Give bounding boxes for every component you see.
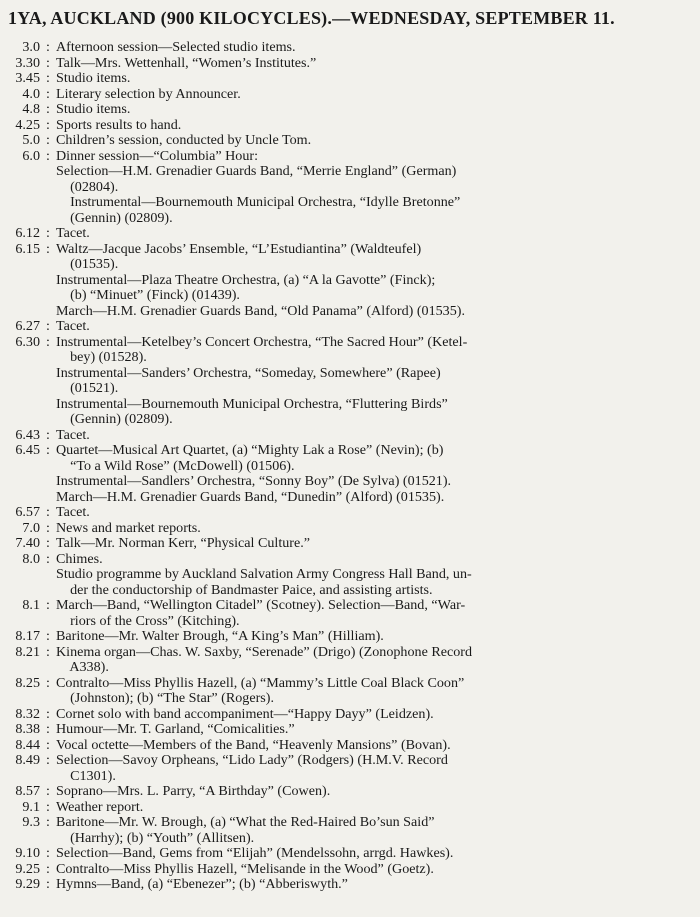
programme-entry bbox=[0, 645, 700, 676]
entry-line: Selection—Band, Gems from “Elijah” (Mendelssohn, arrgd. Hawkes). bbox=[56, 845, 454, 861]
entry-separator: : bbox=[46, 426, 50, 443]
entry-body bbox=[56, 56, 700, 72]
entry-line: Cornet solo with band accompaniment—“Happy Dayy” (Leidzen). bbox=[56, 705, 434, 722]
entry-body bbox=[56, 645, 700, 676]
entry-body bbox=[56, 133, 700, 149]
programme-entry bbox=[0, 118, 700, 134]
entry-line: (Harrhy); (b) “Youth” (Allitsen). bbox=[56, 829, 255, 846]
entry-separator: : bbox=[46, 752, 50, 768]
programme-entry bbox=[0, 521, 700, 537]
entry-body bbox=[56, 118, 700, 134]
programme-entry bbox=[0, 598, 700, 629]
entry-line: bey) (01528). bbox=[56, 349, 147, 365]
entry-line: Tacet. bbox=[56, 225, 90, 241]
entry-body bbox=[56, 87, 700, 103]
programme-entry bbox=[0, 505, 700, 521]
entry-body bbox=[56, 40, 700, 56]
entry-line: der the conductorship of Bandmaster Paice, and assisting artists. bbox=[56, 581, 433, 598]
programme-entry bbox=[0, 443, 700, 505]
entry-separator: : bbox=[46, 860, 50, 877]
entry-separator: : bbox=[46, 442, 50, 458]
entry-time: 9.1 bbox=[22, 798, 40, 815]
entry-time: 8.0 bbox=[22, 550, 40, 567]
entry-line: Instrumental—Ketelbey’s Concert Orchestra, “The Sacred Hour” (Ketel- bbox=[56, 333, 468, 350]
entry-line: Instrumental—Bournemouth Municipal Orchestra, “Fluttering Birds” bbox=[56, 395, 448, 412]
entry-body bbox=[56, 443, 700, 505]
programme-entry bbox=[0, 753, 700, 784]
programme-entry bbox=[0, 133, 700, 149]
entry-separator: : bbox=[46, 240, 50, 257]
entry-line: Baritone—Mr. Walter Brough, “A King’s Man” (Hilliam). bbox=[56, 628, 384, 644]
programme-entry bbox=[0, 552, 700, 599]
entry-time: 9.25 bbox=[15, 860, 40, 877]
entry-time: 9.10 bbox=[15, 845, 40, 861]
entry-line: (01535). bbox=[56, 256, 119, 272]
entry-time: 6.30 bbox=[15, 333, 40, 350]
entry-line: “To a Wild Rose” (McDowell) (01506). bbox=[56, 457, 295, 474]
entry-line: Literary selection by Announcer. bbox=[56, 85, 241, 102]
entry-body bbox=[56, 707, 700, 723]
entry-separator: : bbox=[46, 876, 50, 892]
entry-line: Contralto—Miss Phyllis Hazell, “Melisande in the Wood” (Goetz). bbox=[56, 860, 434, 877]
entry-line: Children’s session, conducted by Uncle Tom. bbox=[56, 132, 312, 148]
entry-line: C1301). bbox=[56, 767, 116, 784]
entry-time: 8.44 bbox=[15, 736, 40, 753]
entry-line: Waltz—Jacque Jacobs’ Ensemble, “L’Estudiantina” (Waldteufel) bbox=[56, 240, 422, 257]
entry-time: 4.8 bbox=[22, 101, 40, 117]
entry-line: Instrumental—Plaza Theatre Orchestra, (a) “A la Gavotte” (Finck); bbox=[56, 271, 436, 288]
programme-entry bbox=[0, 676, 700, 707]
entry-separator: : bbox=[46, 225, 50, 241]
entry-line: (Johnston); (b) “The Star” (Rogers). bbox=[56, 690, 275, 706]
entry-separator: : bbox=[46, 643, 50, 660]
entry-time: 8.38 bbox=[15, 721, 40, 737]
entry-time: 6.0 bbox=[22, 147, 40, 164]
entry-time: 9.29 bbox=[15, 876, 40, 892]
programme-entry bbox=[0, 56, 700, 72]
entry-separator: : bbox=[46, 721, 50, 737]
entry-line: Studio items. bbox=[56, 70, 131, 86]
programme-entry bbox=[0, 784, 700, 800]
programme-entry bbox=[0, 536, 700, 552]
entry-line: Afternoon session—Selected studio items. bbox=[56, 39, 296, 55]
entry-line: March—Band, “Wellington Citadel” (Scotney). Selection—Band, “War- bbox=[56, 597, 466, 613]
entry-line: Sports results to hand. bbox=[56, 116, 182, 133]
entry-time: 6.27 bbox=[15, 318, 40, 334]
programme-entry bbox=[0, 862, 700, 878]
entry-time: 6.57 bbox=[15, 504, 40, 520]
entry-time: 9.3 bbox=[22, 814, 40, 830]
entry-time: 6.43 bbox=[15, 426, 40, 443]
entry-time: 3.45 bbox=[15, 70, 40, 86]
entry-separator: : bbox=[46, 333, 50, 350]
entry-separator: : bbox=[46, 39, 50, 55]
entry-separator: : bbox=[46, 845, 50, 861]
entry-time: 8.17 bbox=[15, 628, 40, 644]
entry-body bbox=[56, 598, 700, 629]
entry-separator: : bbox=[46, 85, 50, 102]
programme-entry bbox=[0, 629, 700, 645]
entry-separator: : bbox=[46, 597, 50, 613]
entry-separator: : bbox=[46, 132, 50, 148]
entry-line: A338). bbox=[56, 659, 109, 675]
entry-body bbox=[56, 784, 700, 800]
entry-time: 3.30 bbox=[15, 54, 40, 71]
entry-line: Quartet—Musical Art Quartet, (a) “Mighty Lak a Rose” (Nevin); (b) bbox=[56, 442, 444, 458]
entry-body bbox=[56, 521, 700, 537]
programme-entry bbox=[0, 242, 700, 320]
entry-time: 4.0 bbox=[22, 85, 40, 102]
entry-line: Contralto—Miss Phyllis Hazell, (a) “Mammy’s Little Coal Black Coon” bbox=[56, 674, 465, 691]
programme-entry bbox=[0, 71, 700, 87]
entry-line: March—H.M. Grenadier Guards Band, “Old Panama” (Alford) (01535). bbox=[56, 302, 465, 319]
entry-separator: : bbox=[46, 814, 50, 830]
entry-line: Hymns—Band, (a) “Ebenezer”; (b) “Abberiswyth.” bbox=[56, 876, 348, 892]
programme-entry bbox=[0, 149, 700, 227]
entry-body bbox=[56, 877, 700, 893]
entry-line: Selection—H.M. Grenadier Guards Band, “Merrie England” (German) bbox=[56, 163, 457, 179]
entry-line: Chimes. bbox=[56, 550, 103, 567]
programme-entry bbox=[0, 846, 700, 862]
entry-body bbox=[56, 505, 700, 521]
entry-separator: : bbox=[46, 550, 50, 567]
entry-time: 8.25 bbox=[15, 674, 40, 691]
entry-time: 8.1 bbox=[22, 597, 40, 613]
entry-body bbox=[56, 536, 700, 552]
entry-line: riors of the Cross” (Kitching). bbox=[56, 612, 240, 629]
entry-time: 4.25 bbox=[15, 116, 40, 133]
programme-entry bbox=[0, 800, 700, 816]
entry-separator: : bbox=[46, 519, 50, 536]
programme-entry bbox=[0, 707, 700, 723]
entry-separator: : bbox=[46, 674, 50, 691]
entry-time: 7.40 bbox=[15, 535, 40, 551]
entry-separator: : bbox=[46, 535, 50, 551]
entry-separator: : bbox=[46, 101, 50, 117]
entry-separator: : bbox=[46, 147, 50, 164]
entry-body bbox=[56, 629, 700, 645]
programme-entry bbox=[0, 40, 700, 56]
entry-line: (01521). bbox=[56, 380, 119, 396]
entry-body bbox=[56, 552, 700, 599]
programme-entry bbox=[0, 815, 700, 846]
entry-line: Dinner session—“Columbia” Hour: bbox=[56, 147, 258, 164]
entry-body bbox=[56, 149, 700, 227]
entry-body bbox=[56, 722, 700, 738]
entry-line: (b) “Minuet” (Finck) (01439). bbox=[56, 287, 240, 303]
entry-line: Kinema organ—Chas. W. Saxby, “Serenade” (Drigo) (Zonophone Record bbox=[56, 643, 473, 660]
entry-body bbox=[56, 242, 700, 320]
entry-line: Humour—Mr. T. Garland, “Comicalities.” bbox=[56, 721, 295, 737]
entry-separator: : bbox=[46, 54, 50, 71]
entry-body bbox=[56, 428, 700, 444]
programme-entry bbox=[0, 335, 700, 428]
entry-time: 8.21 bbox=[15, 643, 40, 660]
entry-time: 8.32 bbox=[15, 705, 40, 722]
entry-separator: : bbox=[46, 628, 50, 644]
entry-separator: : bbox=[46, 116, 50, 133]
entry-line: Selection—Savoy Orpheans, “Lido Lady” (Rodgers) (H.M.V. Record bbox=[56, 752, 448, 768]
entry-line: Talk—Mr. Norman Kerr, “Physical Culture.” bbox=[56, 535, 311, 551]
programme-entry bbox=[0, 738, 700, 754]
entry-line: Instrumental—Sandlers’ Orchestra, “Sonny Boy” (De Sylva) (01521). bbox=[56, 473, 452, 489]
entry-line: Baritone—Mr. W. Brough, (a) “What the Red-Haired Bo’sun Said” bbox=[56, 814, 435, 830]
entry-body bbox=[56, 226, 700, 242]
entry-separator: : bbox=[46, 504, 50, 520]
programme-entry bbox=[0, 87, 700, 103]
entry-separator: : bbox=[46, 318, 50, 334]
programme-entry bbox=[0, 722, 700, 738]
entry-body bbox=[56, 676, 700, 707]
entry-body bbox=[56, 800, 700, 816]
entry-body bbox=[56, 815, 700, 846]
programme-entry bbox=[0, 102, 700, 118]
entry-time: 8.49 bbox=[15, 752, 40, 768]
entry-time: 6.15 bbox=[15, 240, 40, 257]
entry-separator: : bbox=[46, 798, 50, 815]
entry-line: Talk—Mrs. Wettenhall, “Women’s Institutes.” bbox=[56, 54, 317, 71]
entry-body bbox=[56, 71, 700, 87]
entry-line: (Gennin) (02809). bbox=[56, 411, 173, 427]
entry-time: 6.45 bbox=[15, 442, 40, 458]
entry-body bbox=[56, 862, 700, 878]
entry-line: Tacet. bbox=[56, 504, 90, 520]
entry-line: Instrumental—Sanders’ Orchestra, “Someday, Somewhere” (Rapee) bbox=[56, 364, 441, 381]
entry-line: March—H.M. Grenadier Guards Band, “Dunedin” (Alford) (01535). bbox=[56, 488, 445, 505]
entry-separator: : bbox=[46, 70, 50, 86]
entry-time: 3.0 bbox=[22, 39, 40, 55]
entry-line: Tacet. bbox=[56, 318, 90, 334]
entry-body bbox=[56, 738, 700, 754]
entry-line: Vocal octette—Members of the Band, “Heavenly Mansions” (Bovan). bbox=[56, 736, 451, 753]
entry-line: Weather report. bbox=[56, 798, 144, 815]
entry-line: News and market reports. bbox=[56, 519, 201, 536]
entry-body bbox=[56, 846, 700, 862]
programme-list bbox=[0, 40, 700, 893]
entry-line: Instrumental—Bournemouth Municipal Orchestra, “Idylle Bretonne” bbox=[56, 194, 461, 210]
entry-line: Tacet. bbox=[56, 426, 90, 443]
station-heading: 1YA, AUCKLAND (900 KILOCYCLES).—WEDNESDAY, SEPTEMBER 11. bbox=[8, 8, 615, 28]
entry-time: 7.0 bbox=[22, 519, 40, 536]
entry-time: 8.57 bbox=[15, 783, 40, 799]
programme-entry bbox=[0, 226, 700, 242]
entry-body bbox=[56, 335, 700, 428]
entry-body bbox=[56, 319, 700, 335]
entry-time: 6.12 bbox=[15, 225, 40, 241]
entry-line: (02804). bbox=[56, 178, 119, 195]
entry-line: Soprano—Mrs. L. Parry, “A Birthday” (Cowen). bbox=[56, 783, 331, 799]
entry-separator: : bbox=[46, 736, 50, 753]
entry-separator: : bbox=[46, 783, 50, 799]
programme-entry bbox=[0, 319, 700, 335]
entry-separator: : bbox=[46, 705, 50, 722]
entry-body bbox=[56, 753, 700, 784]
entry-body bbox=[56, 102, 700, 118]
programme-entry bbox=[0, 877, 700, 893]
entry-line: Studio items. bbox=[56, 101, 131, 117]
entry-time: 5.0 bbox=[22, 132, 40, 148]
entry-line: Studio programme by Auckland Salvation Army Congress Hall Band, un- bbox=[56, 566, 472, 582]
entry-line: (Gennin) (02809). bbox=[56, 209, 173, 226]
programme-entry bbox=[0, 428, 700, 444]
